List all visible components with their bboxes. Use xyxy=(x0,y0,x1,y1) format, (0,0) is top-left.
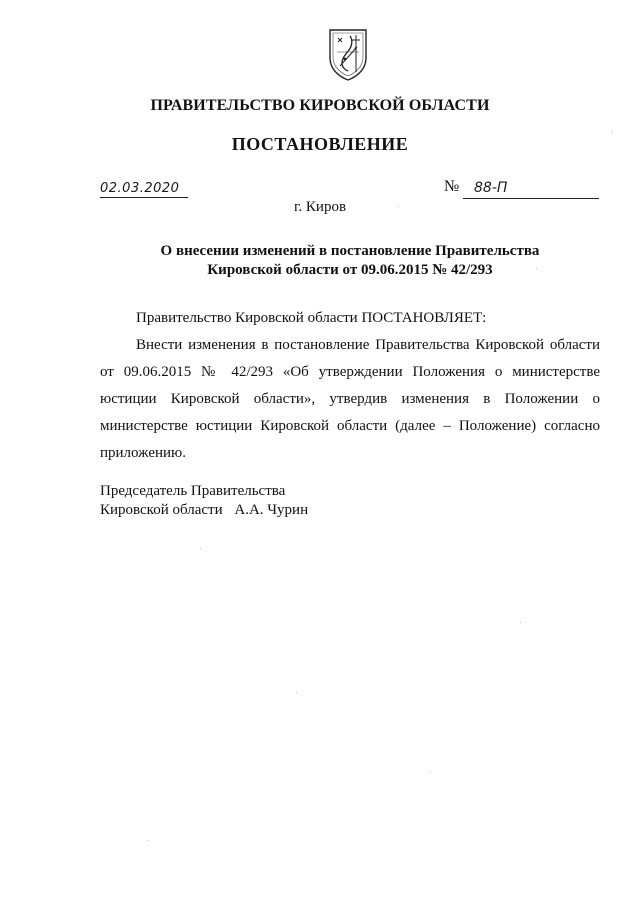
scan-speck xyxy=(148,840,149,841)
document-number: 88-П xyxy=(474,180,508,196)
government-title: ПРАВИТЕЛЬСТВО КИРОВСКОЙ ОБЛАСТИ xyxy=(150,97,490,114)
scan-speck xyxy=(398,206,399,207)
signatory-name: А.А. Чурин xyxy=(234,502,309,518)
scan-speck xyxy=(430,772,431,773)
decree-paragraph: Правительство Кировской области ПОСТАНОВЛЯЕТ: xyxy=(136,310,487,326)
scan-speck xyxy=(520,622,521,623)
city-name: г. Киров xyxy=(293,199,347,215)
document-type-title: ПОСТАНОВЛЕНИЕ xyxy=(231,134,409,154)
main-paragraph: Внести изменения в постановление Правительства Кировской области от 09.06.2015 № 42/293 «Об утверждении Положения о министерстве юстиции Кировской области», утвердив изменения в Положении о министерстве юстиции Кировской области (далее – Положение) согласно приложению. xyxy=(100,337,600,461)
subject-line-2: Кировской области от 09.06.2015 № 42/293 xyxy=(207,262,493,278)
scan-speck xyxy=(612,132,613,133)
number-sign: № xyxy=(444,178,460,195)
document-body xyxy=(100,305,600,467)
document-subject xyxy=(0,242,640,280)
signatory-position-line-1: Председатель Правительства xyxy=(100,483,286,499)
signatory-position-row xyxy=(100,501,308,520)
coat-of-arms-icon xyxy=(326,26,370,82)
subject-line-1: О внесении изменений в постановление Правительства xyxy=(160,243,540,259)
document-date: 02.03.2020 xyxy=(100,181,180,196)
scan-speck xyxy=(296,692,297,693)
scan-speck xyxy=(536,268,537,269)
signature-block xyxy=(100,482,308,520)
signatory-position-line-2: Кировской области xyxy=(100,502,223,518)
scan-speck xyxy=(200,548,201,549)
